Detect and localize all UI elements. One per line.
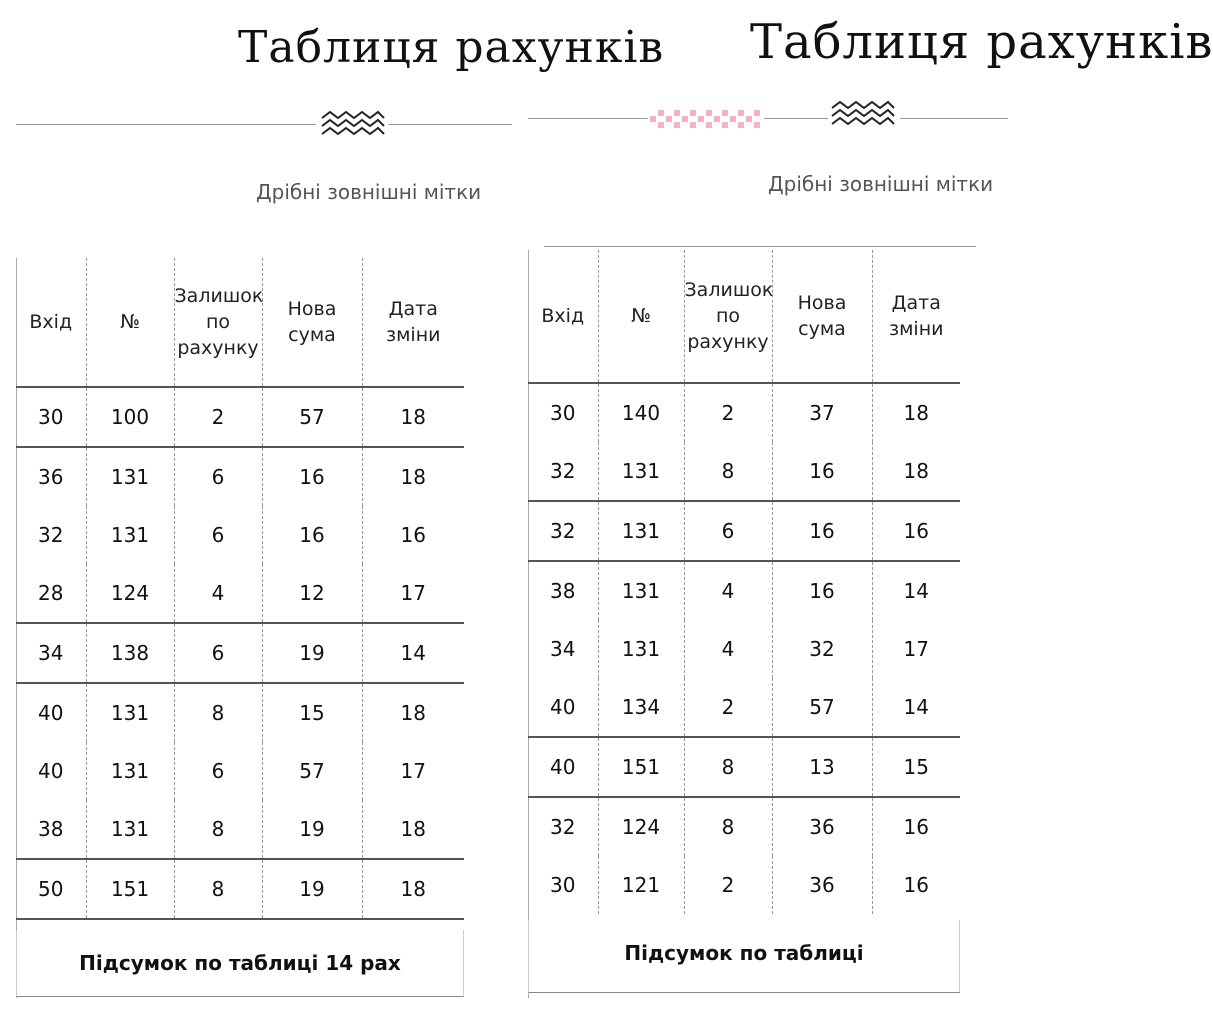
table-cell: 14 [872,561,960,620]
table-cell: 8 [174,859,262,919]
table-row [528,501,960,561]
table-cell: 34 [16,623,86,683]
table-cell: 36 [38,465,64,489]
table-row [16,623,464,683]
table-cell: 17 [872,620,960,678]
table-cell: 36 [772,856,872,914]
table-cell: 100 [86,387,174,447]
table-cell: 8 [174,800,262,859]
table-cell: 40 [38,701,64,725]
table-cell: 30 [550,873,576,897]
table-cell: 138 [86,623,174,683]
left-data-table [16,258,464,920]
table-cell: 8 [684,797,772,856]
table-cell: 131 [86,800,174,859]
table-cell: 40 [38,759,64,783]
table-row [528,561,960,620]
table-cell: 30 [550,401,576,425]
table-cell: 16 [772,442,872,501]
table-cell: 8 [684,442,772,501]
table-cell: 32 [550,815,576,839]
right-col-header: Дата зміни [872,250,960,383]
table-cell: 18 [362,387,464,447]
table-cell: 18 [362,800,464,859]
right-page-title: Таблиця рахунків [750,14,1213,70]
table-cell: 12 [262,564,362,623]
left-col-header: Вхід [16,258,86,387]
table-cell: 131 [86,447,174,506]
table-cell: 131 [598,620,684,678]
table-cell: 13 [772,737,872,797]
table-cell: 4 [174,564,262,623]
table-cell: 4 [684,620,772,678]
table-row [528,620,960,678]
table-cell: 131 [86,506,174,564]
table-cell: 16 [362,506,464,564]
table-cell: 18 [362,683,464,742]
table-cell: 8 [684,737,772,797]
table-cell: 37 [772,383,872,442]
right-col-header: Вхід [528,250,598,383]
table-row [16,447,464,506]
table-cell: 16 [772,501,872,561]
table-cell: 16 [872,856,960,914]
table-cell: 38 [550,579,576,603]
table-cell: 124 [86,564,174,623]
right-col-header: Нова сума [772,250,872,383]
table-cell: 17 [362,564,464,623]
left-col-header: Залишок по рахунку [174,258,262,387]
table-row [528,678,960,737]
table-cell: 40 [528,678,598,737]
table-row [16,800,464,859]
table-cell: 16 [262,447,362,506]
table-cell: 30 [16,387,86,447]
left-col-header: Нова сума [262,258,362,387]
table-cell: 8 [174,683,262,742]
table-cell: 14 [872,678,960,737]
table-cell: 18 [362,447,464,506]
table-cell: 18 [872,383,960,442]
table-cell: 50 [16,859,86,919]
table-cell: 57 [262,742,362,800]
table-row [528,383,960,442]
table-cell: 131 [86,683,174,742]
table-cell: 28 [16,564,86,623]
table-cell: 6 [684,501,772,561]
table-cell: 124 [598,797,684,856]
table-cell: 16 [872,797,960,856]
left-col-header: № [86,258,174,387]
table-cell: 36 [772,797,872,856]
table-row [528,856,960,914]
table-cell: 19 [262,800,362,859]
table-cell: 6 [174,447,262,506]
table-cell: 131 [598,442,684,501]
table-cell: 140 [598,383,684,442]
table-cell: 15 [872,737,960,797]
table-cell: 2 [174,387,262,447]
table-cell: 40 [528,737,598,797]
table-cell: 32 [38,523,64,547]
right-col-header: № [598,250,684,383]
table-cell: 6 [174,506,262,564]
table-cell: 6 [174,623,262,683]
table-cell: 38 [16,800,86,859]
right-divider-rule-b [764,118,828,119]
right-table-top-rule [544,246,976,247]
left-subtitle: Дрібні зовнішні мітки [256,180,482,204]
table-cell: 131 [598,561,684,620]
left-header-row [16,258,464,387]
table-cell: 32 [528,501,598,561]
table-cell: 18 [872,442,960,501]
pink-embroidery-ornament-icon [648,106,764,132]
table-row [16,859,464,919]
table-row [16,506,464,564]
left-page-title: Таблиця рахунків [238,22,665,73]
left-divider-rule-b [388,124,512,125]
table-row [528,442,960,501]
table-cell: 4 [684,561,772,620]
table-cell: 17 [362,742,464,800]
table-cell: 14 [362,623,464,683]
table-cell: 16 [872,501,960,561]
table-cell: 18 [362,859,464,919]
table-cell: 2 [684,678,772,737]
left-divider-rule-a [16,124,316,125]
right-header-row [528,250,960,383]
zigzag-ornament-icon [830,98,896,128]
table-row [528,737,960,797]
table-cell: 34 [550,637,576,661]
table-cell: 151 [86,859,174,919]
table-cell: 2 [684,856,772,914]
table-cell: 151 [598,737,684,797]
right-divider-rule-a [528,118,648,119]
table-cell: 6 [174,742,262,800]
right-data-table [528,250,960,914]
table-cell: 32 [528,442,598,501]
table-row [16,387,464,447]
table-cell: 131 [86,742,174,800]
table-cell: 19 [262,859,362,919]
table-row [16,683,464,742]
table-cell: 57 [772,678,872,737]
table-cell: 16 [262,506,362,564]
right-divider-rule-c [900,118,1008,119]
right-col-header: Залишок по рахунку [684,250,772,383]
table-row [16,742,464,800]
table-cell: 131 [598,501,684,561]
table-cell: 16 [772,561,872,620]
table-cell: 15 [262,683,362,742]
table-cell: 32 [772,620,872,678]
right-subtitle: Дрібні зовнішні мітки [768,172,994,196]
left-col-header: Дата зміни [362,258,464,387]
table-cell: 134 [598,678,684,737]
table-row [16,564,464,623]
table-cell: 19 [262,623,362,683]
table-cell: 121 [598,856,684,914]
table-cell: 57 [262,387,362,447]
zigzag-ornament-icon [320,108,386,138]
table-row [528,797,960,856]
right-table-footer: Підсумок по таблиці [528,920,960,993]
left-table-footer: Підсумок по таблиці 14 рах [16,930,464,997]
table-cell: 2 [684,383,772,442]
